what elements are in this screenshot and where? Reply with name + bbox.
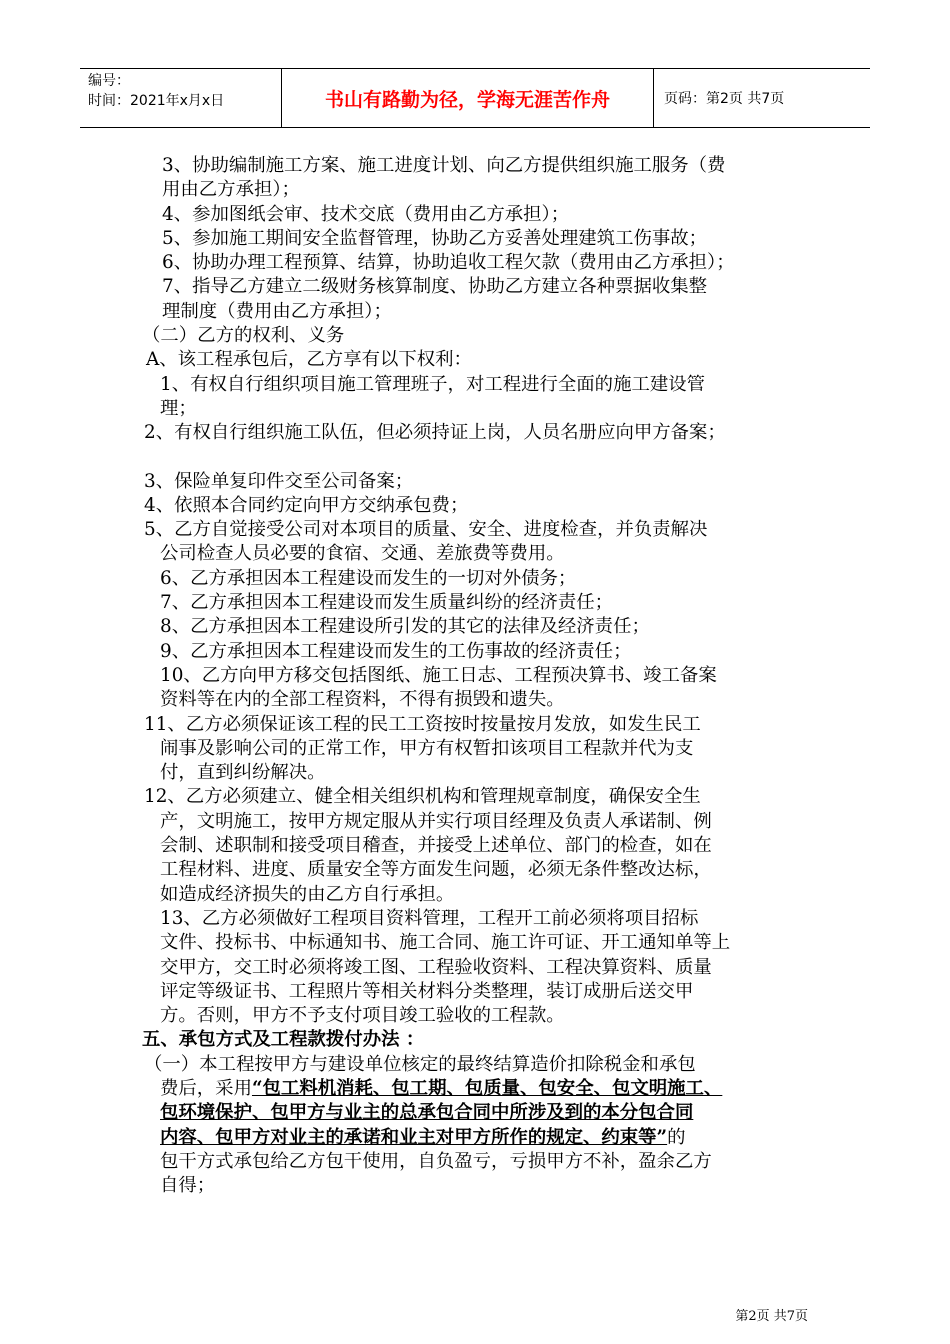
section-heading: 五、承包方式及工程款拨付办法 ： (142, 1029, 425, 1051)
text-line: 闹事及影响公司的正常工作，甲方有权暂扣该项目工程款并代为支 (160, 737, 694, 759)
text-line: 产，文明施工，按甲方规定服从并实行项目经理及负责人承诺制、例 (160, 810, 712, 832)
text-line: 13、乙方必须做好工程项目资料管理，工程开工前必须将项目招标 (160, 907, 699, 929)
text-line: 文件、投标书、中标通知书、施工合同、施工许可证、开工通知单等上 (160, 932, 731, 954)
text-line: 理； (160, 397, 197, 419)
text-line: 8、乙方承担因本工程建设所引发的其它的法律及经济责任； (160, 616, 650, 638)
text-line: A、该工程承包后，乙方享有以下权利： (146, 349, 472, 371)
text-line: （一）本工程按甲方与建设单位核定的最终结算造价扣除税金和承包 (144, 1053, 696, 1075)
text-span: 费后，采用 (160, 1077, 252, 1099)
text-line: 3、保险单复印件交至公司备案； (144, 470, 414, 492)
text-line: 工程材料、进度、质量安全等方面发生问题，必须无条件整改达标， (160, 859, 712, 881)
text-line: 4、参加图纸会审、技术交底（费用由乙方承担）； (162, 203, 570, 225)
text-line (160, 1126, 816, 1150)
text-line: 10、乙方向甲方移交包括图纸、施工日志、工程预决算书、竣工备案 (160, 664, 717, 686)
underlined-text: “包工料机消耗、包工期、包质量、包安全、包文明施工、 (251, 1077, 723, 1099)
text-line: 11、乙方必须保证该工程的民工工资按时按量按月发放，如发生民工 (144, 713, 701, 735)
text-line: 6、乙方承担因本工程建设而发生的一切对外债务； (160, 567, 577, 589)
text-line: 5、参加施工期间安全监督管理，协助乙方妥善处理建筑工伤事故； (162, 227, 708, 249)
document-body (140, 154, 816, 1198)
text-line: 7、乙方承担因本工程建设而发生质量纠纷的经济责任； (160, 592, 614, 614)
text-line: 交甲方，交工时必须将竣工图、工程验收资料、工程决算资料、质量 (160, 956, 712, 978)
header-motto: 书山有路勤为径，学海无涯苦作舟 (282, 69, 654, 127)
header-meta (80, 69, 282, 127)
text-line: 1、有权自行组织项目施工管理班子，对工程进行全面的施工建设管 (160, 373, 706, 395)
text-line: 会制、述职制和接受项目稽查，并接受上述单位、部门的检查，如在 (160, 835, 712, 857)
text-line: 9、乙方承担因本工程建设而发生的工伤事故的经济责任； (160, 640, 632, 662)
document-date: 时间：2021年x月x日 (88, 93, 225, 109)
document-number: 编号： (88, 73, 130, 89)
text-line: 6、协助办理工程预算、结算，协助追收工程欠款（费用由乙方承担）； (162, 252, 735, 274)
text-line: 付，直到纠纷解决。 (160, 762, 326, 784)
text-line: 理制度（费用由乙方承担）； (162, 300, 392, 322)
text-line: 如造成经济损失的由乙方自行承担。 (160, 883, 455, 905)
page-footer: 第2页 共7页 (735, 1309, 808, 1324)
text-line: 公司检查人员必要的食宿、交通、差旅费等费用。 (160, 543, 565, 565)
text-line: 7、指导乙方建立二级财务核算制度、协助乙方建立各种票据收集整 (162, 276, 708, 298)
text-span: 的 (667, 1126, 686, 1148)
header-page-code: 页码：第2页 共7页 (664, 91, 785, 107)
page-header (80, 68, 870, 128)
underlined-text: 内容、包甲方对业主的承诺和业主对甲方所作的规定、约束等” (160, 1126, 668, 1148)
text-line: 自得； (160, 1175, 216, 1197)
text-line: 评定等级证书、工程照片等相关材料分类整理，装订成册后送交甲 (160, 980, 694, 1002)
text-line: 包干方式承包给乙方包干使用，自负盈亏，亏损甲方不补，盈余乙方 (160, 1150, 712, 1172)
subsection-heading: （二）乙方的权利、义务 (142, 325, 345, 347)
text-line: 5、乙方自觉接受公司对本项目的质量、安全、进度检查，并负责解决 (144, 519, 708, 541)
text-line: 4、依照本合同约定向甲方交纳承包费； (144, 494, 469, 516)
text-line: 3、协助编制施工方案、施工进度计划、向乙方提供组织施工服务（费 (162, 155, 726, 176)
underlined-text: 包环境保护、包甲方与业主的总承包合同中所涉及到的本分包合同 (160, 1102, 694, 1124)
text-line: 2、有权自行组织施工队伍，但必须持证上岗，人员名册应向甲方备案； (144, 422, 726, 444)
text-line: 方。否则，甲方不予支付项目竣工验收的工程款。 (160, 1005, 565, 1027)
text-line: 用由乙方承担）； (162, 179, 300, 201)
text-line: 资料等在内的全部工程资料，不得有损毁和遗失。 (160, 689, 565, 711)
text-line: 12、乙方必须建立、健全相关组织机构和管理规章制度，确保安全生 (144, 786, 701, 808)
text-line (160, 1077, 816, 1101)
